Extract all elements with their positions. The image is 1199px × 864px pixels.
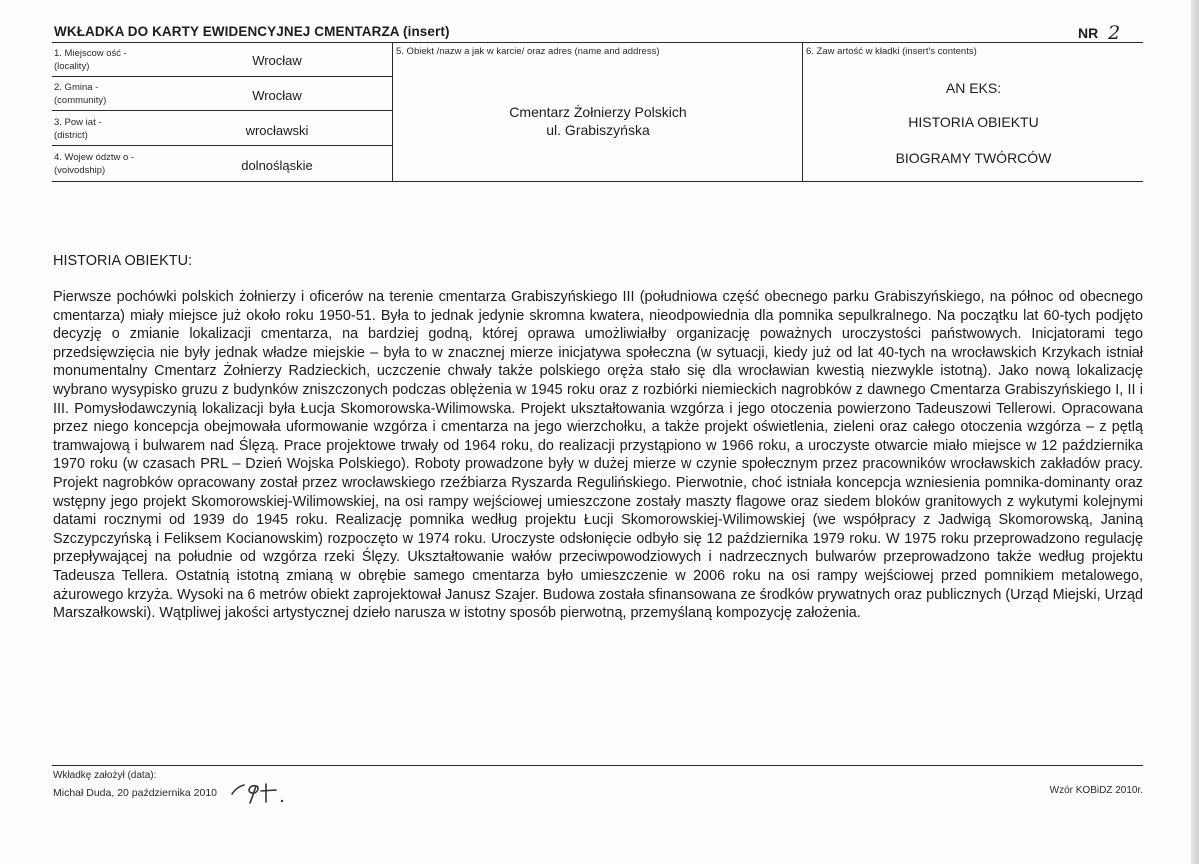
voivodship-label: 4. Wojew ództw o - (voivodship) <box>54 152 135 176</box>
contents-annex: AN EKS: <box>945 80 1002 96</box>
locality-label: 1. Miejscow ość - (locality) <box>54 48 127 72</box>
insert-number-label: NR <box>1078 25 1099 41</box>
handwritten-signature <box>230 776 296 806</box>
insert-number-value: 2 <box>1108 22 1121 44</box>
community-label: 2. Gmina - (community) <box>54 82 107 106</box>
history-heading: HISTORIA OBIEKTU: <box>53 253 193 269</box>
district-label: 3. Pow iat - (district) <box>54 117 102 141</box>
voivodship-row <box>52 147 392 181</box>
history-body: Pierwsze pochówki polskich żołnierzy i oficerów na terenie cmentarza Grabiszyńskiego III (południowa część obecnego parku Grabiszyńskiego, na północ od obecnego cmentarza) miały miejsce już około roku 1950-51. Była to jednak jedynie skromna kwatera, nieodpowiednia dla pomnika sepulkralnego. Na początku lat 60-tych podjęto decyzję o zmianie lokalizacji cmentarza, na bardziej godną, której oprawa umożliwiałby organizację poważnych uroczystości państwowych. Inicjatorami tego przedsięwzięcia nie były jednak władze miejskie – była to w znacznej mierze inicjatywa społeczna (w sytuacji, kiedy już od lat 40-tych na wrocławskich Krzykach istniał monumentalny Cmentarz Żołnierzy Radzieckich, uczczenie chwały także polskiego oręża stało się dla wrocławian kwestią niezwykle istotną). Jako nową lokalizację wybrano wysypisko gruzu z budynków zniszczonych podczas oblężenia w 1945 roku oraz z rozbiórki niemieckich nagrobków z dawnego Cmentarza Grabiszyńskiego I, II i III. Pomysłodawczynią lokalizacji była Łucja Skomorowska-Wilimowska. Projekt ukształtowania wzgórza i jego otoczenia powierzono Tadeuszowi Tellerowi. Opracowana przez niego koncepcja obejmowała uformowanie wzgórza i cmentarza na jego wierzchołku, a także projekt oświetlenia, zieleni oraz całego otoczenia wzgórza – z pętlą tramwajową i bulwarem nad Ślęzą. Prace projektowe trwały od 1964 roku, do realizacji przystąpiono w 1966 roku, a uroczyste otwarcie miało miejsce w 12 października 1970 roku (w czasach PRL – Dzień Wojska Polskiego). Roboty prowadzone były w dużej mierze w czynie społecznym przez pracowników wrocławskich zakładów pracy. Projekt nagrobków opracowany został przez wrocławskiego rzeźbiarza Ryszarda Regulińskiego. Pierwotnie, choć istniała koncepcja wzniesienia pomnika-dominanty oraz wstępny jego projekt Skomorowskiej-Wilimowskiej, na osi rampy wejściowej umieszczone zostały maszty flagowe oraz siedem bloków granitowych z wykutymi kolejnymi datami rocznymi od 1939 do 1945 roku. Realizację pomnika według projektu Łucji Skomorowskiej-Wilimowskiej (we współpracy z Jadwigą Skomorowską, Janiną Szczypczyńską i Feliksem Kocianowskim) rozpoczęto w 1974 roku. Uroczyste odsłonięcie odbyło się 12 października 1979 roku. W 1975 roku przeprowadzono regulację przepływającej na południe od wzgórza rzeki Ślęzy. Ukształtowanie wałów przeciwpowodziowych i nadrzecznych bulwarów przeprowadzono także według projektu Tadeusza Tellera. Ostatnią istotną zmianą w obrębie samego cmentarza było umieszczenie w 2006 roku na osi rampy wejściowej przed pomnikiem metalowego, ażurowego krzyża. Wysoki na 6 metrów obiekt zaprojektował Janusz Szajer. Budowa została sfinansowana ze środków prywatnych oraz publicznych (Urząd Miejski, Urząd Marszałkowski). Wątpliwej jakości artystycznej dzieło narusza w istotny sposób pierwotną, przemyślaną kompozycję założenia. <box>53 289 1143 622</box>
contents-label: 6. Zaw artość w kładki (insert's contents) <box>806 46 977 57</box>
object-address: ul. Grabiszyńska <box>546 122 650 138</box>
district-value: wrocławski <box>245 123 309 138</box>
locality-value: Wrocław <box>252 53 302 68</box>
template-label: Wzór KOBiDZ 2010r. <box>1049 785 1143 796</box>
voivodship-value: dolnośląskie <box>241 158 313 173</box>
community-row <box>52 77 392 111</box>
contents-column <box>804 43 1143 181</box>
object-label: 5. Obiekt /nazw a jak w karcie/ oraz adres (name and address) <box>396 46 660 57</box>
district-row <box>52 112 392 146</box>
prepared-by-label: Wkładkę założył (data): <box>53 770 157 781</box>
object-name: Cmentarz Żołnierzy Polskich <box>509 104 687 120</box>
header-grid <box>52 42 1143 182</box>
community-value: Wrocław <box>252 88 302 103</box>
locality-row <box>52 43 392 77</box>
sheet-edge <box>1191 0 1199 864</box>
footer-divider <box>52 765 1143 766</box>
object-column <box>394 43 803 181</box>
prepared-by-author-date: Michał Duda, 20 października 2010 <box>53 787 218 799</box>
insert-number <box>1078 22 1120 44</box>
document-title: WKŁADKA DO KARTY EWIDENCYJNEJ CMENTARZA (insert) <box>54 24 450 39</box>
contents-history: HISTORIA OBIEKTU <box>908 114 1039 130</box>
contents-biographies: BIOGRAMY TWÓRCÓW <box>895 150 1052 166</box>
location-column <box>52 43 393 181</box>
